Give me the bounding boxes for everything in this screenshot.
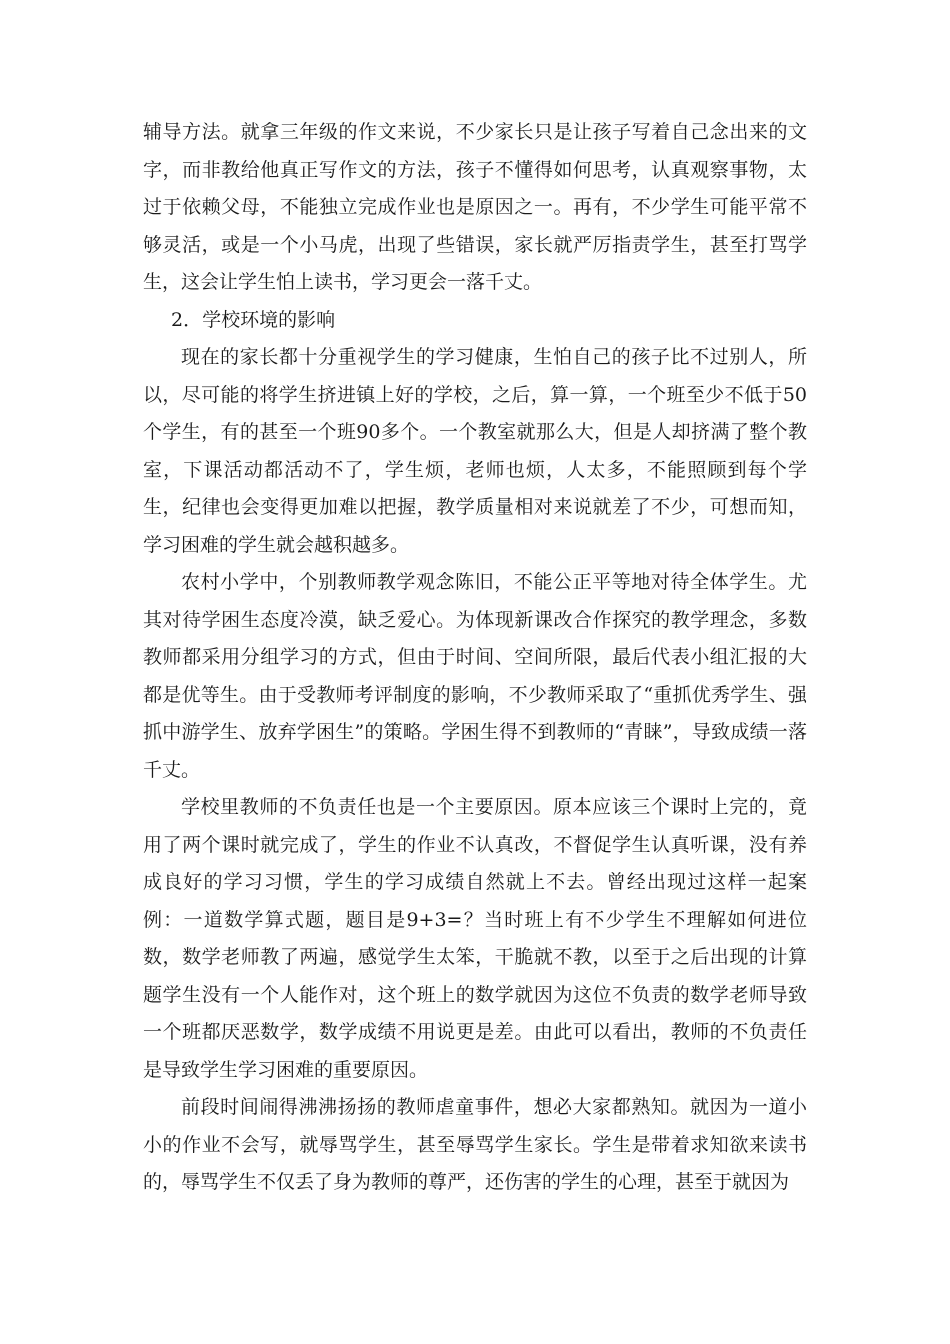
paragraph-continuation: 辅导方法。就拿三年级的作文来说，不少家长只是让孩子写着自己念出来的文字，而非教给他真正写作文的方法，孩子不懂得如何思考，认真观察事物，太过于依赖父母，不能独立完成作业也是原因之一。再有，不少学生可能平常不够灵活，或是一个小马虎，出现了些错误，家长就严厉指责学生，甚至打骂学生，这会让学生怕上读书，学习更会一落千丈。 xyxy=(143,121,807,293)
paragraph-class-size: 现在的家长都十分重视学生的学习健康，生怕自己的孩子比不过别人，所以，尽可能的将学生挤进镇上好的学校，之后，算一算，一个班至少不低于50个学生，有的甚至一个班90多个。一个教室就那么大，但是人却挤满了整个教室，下课活动都活动不了，学生烦，老师也烦，人太多，不能照顾到每个学生，纪律也会变得更加难以把握，教学质量相对来说就差了不少，可想而知，学习困难的学生就会越积越多。 xyxy=(143,346,807,556)
document-body xyxy=(143,114,807,1202)
paragraph-abuse-incident: 前段时间闹得沸沸扬扬的教师虐童事件，想必大家都熟知。就因为一道小小的作业不会写，就辱骂学生，甚至辱骂学生家长。学生是带着求知欲来读书的，辱骂学生不仅丢了身为教师的尊严，还伤害的学生的心理，甚至于就因为 xyxy=(143,1096,807,1193)
paragraph-teacher-responsibility: 学校里教师的不负责任也是一个主要原因。原本应该三个课时上完的，竟用了两个课时就完成了，学生的作业不认真改，不督促学生认真听课，没有养成良好的学习习惯，学生的学习成绩自然就上不去。曾经出现过这样一起案例：一道数学算式题，题目是9+3=？当时班上有不少学生不理解如何进位数，数学老师教了两遍，感觉学生太笨，干脆就不教，以至于之后出现的计算题学生没有一个人能作对，这个班上的数学就因为这位不负责的数学老师导致一个班都厌恶数学，数学成绩不用说更是差。由此可以看出，教师的不负责任是导致学生学习困难的重要原因。 xyxy=(143,796,807,1081)
paragraph-teacher-attitude: 农村小学中，个别教师教学观念陈旧，不能公正平等地对待全体学生。尤其对待学困生态度冷漠，缺乏爱心。为体现新课改合作探究的教学理念，多数教师都采用分组学习的方式，但由于时间、空间所限，最后代表小组汇报的大都是优等生。由于受教师考评制度的影响，不少教师采取了“重抓优秀学生、强抓中游学生、放弃学困生”的策略。学困生得不到教师的“青睐”，导致成绩一落千丈。 xyxy=(143,571,807,781)
section-heading-school-environment: 2．学校环境的影响 xyxy=(171,308,336,331)
